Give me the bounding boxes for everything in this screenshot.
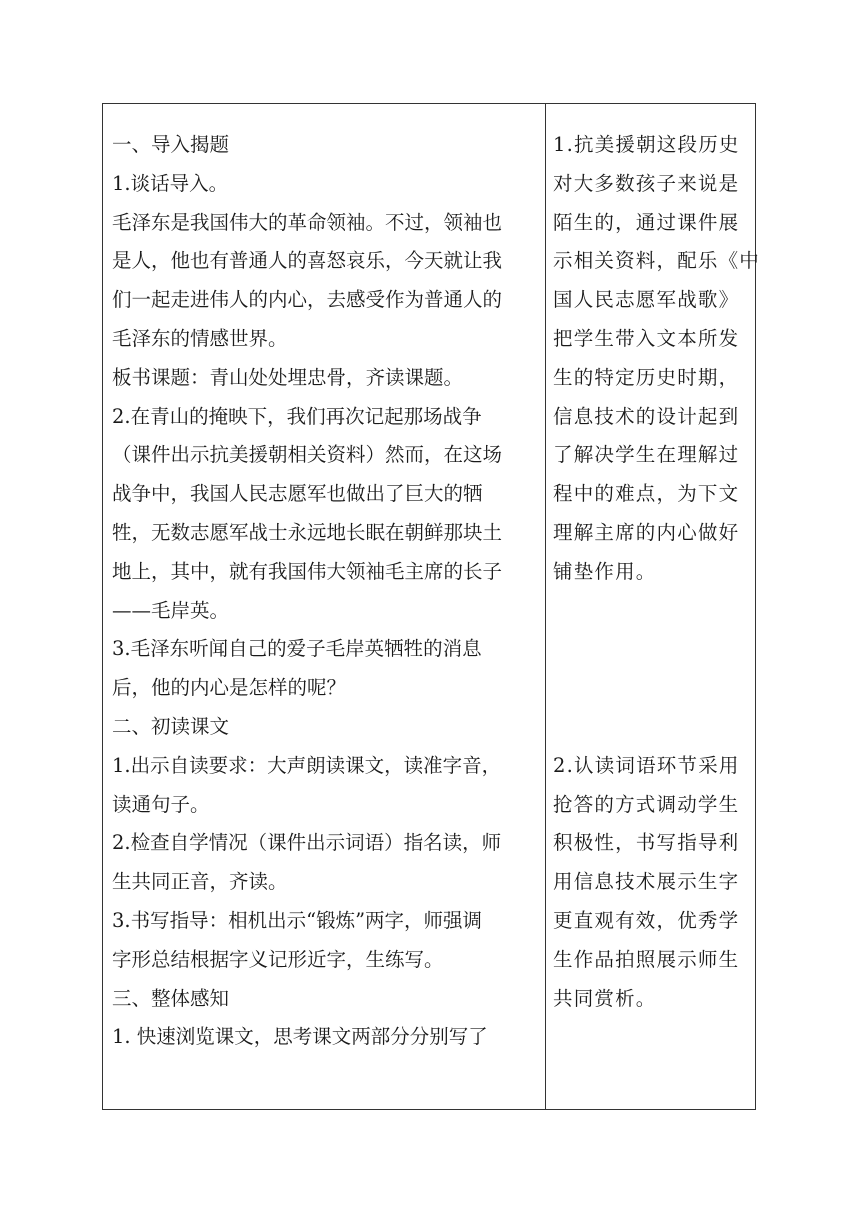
text-line: 字形总结根据字义记形近字，生练写。 xyxy=(112,947,444,971)
column-divider xyxy=(545,104,546,1109)
text-line: 3.书写指导：相机出示“锻炼”两字，师强调 xyxy=(112,908,483,932)
note-line: 理解主席的内心做好 xyxy=(553,520,740,544)
note-line: 2.认读词语环节采用 xyxy=(553,753,740,777)
text-line: 生共同正音，齐读。 xyxy=(112,870,288,894)
text-line: 是人，他也有普通人的喜怒哀乐，今天就让我 xyxy=(112,249,503,273)
blank-line xyxy=(553,630,751,669)
note-line: 信息技术的设计起到 xyxy=(553,404,740,428)
text-line: 读通句子。 xyxy=(112,792,210,816)
text-line: 2.检查自学情况（课件出示词语）指名读，师 xyxy=(112,831,502,855)
text-line: 后，他的内心是怎样的呢？ xyxy=(112,676,347,700)
text-line: 们一起走进伟人的内心，去感受作为普通人的 xyxy=(112,288,503,312)
section-heading: 二、初读课文 xyxy=(112,714,230,738)
note-line: 抢答的方式调动学生 xyxy=(553,792,740,816)
note-line: 把学生带入文本所发 xyxy=(553,326,740,350)
note-line: 生的特定历史时期， xyxy=(553,365,740,389)
design-intent-column xyxy=(553,126,761,1018)
section-heading: 三、整体感知 xyxy=(112,986,230,1010)
lesson-plan-table xyxy=(102,103,761,1110)
text-line: 毛泽东是我国伟大的革命领袖。不过，领袖也 xyxy=(112,210,503,234)
note-line: 程中的难点，为下文 xyxy=(553,482,740,506)
text-line: ——毛岸英。 xyxy=(112,598,230,622)
note-line: 更直观有效，优秀学 xyxy=(553,908,740,932)
text-line: 3.毛泽东听闻自己的爱子毛岸英牺牲的消息 xyxy=(112,637,482,661)
blank-line xyxy=(553,592,751,631)
note-line: 对大多数孩子来说是 xyxy=(553,171,740,195)
note-line: 示相关资料，配乐《中 xyxy=(553,249,761,273)
text-line: 毛泽东的情感世界。 xyxy=(112,326,288,350)
text-line: 板书课题：青山处处埋忠骨，齐读课题。 xyxy=(112,365,464,389)
text-line: 1.出示自读要求：大声朗读课文，读准字音， xyxy=(112,753,502,777)
text-line: 1. 快速浏览课文，思考课文两部分分别写了 xyxy=(112,1025,488,1049)
note-line: 铺垫作用。 xyxy=(553,559,657,583)
text-line: （课件出示抗美援朝相关资料）然而，在这场 xyxy=(112,443,503,467)
teaching-process-column xyxy=(112,126,540,1057)
text-line: 地上，其中，就有我国伟大领袖毛主席的长子 xyxy=(112,559,503,583)
note-line: 用信息技术展示生字 xyxy=(553,870,740,894)
text-line: 2.在青山的掩映下，我们再次记起那场战争 xyxy=(112,404,482,428)
note-line: 了解决学生在理解过 xyxy=(553,443,740,467)
text-line: 战争中，我国人民志愿军也做出了巨大的牺 xyxy=(112,482,483,506)
note-line: 陌生的，通过课件展 xyxy=(553,210,740,234)
section-heading: 一、导入揭题 xyxy=(112,133,230,156)
note-line: 共同赏析。 xyxy=(553,986,657,1010)
text-line: 1.谈话导入。 xyxy=(112,171,229,195)
note-line: 1.抗美援朝这段历史 xyxy=(553,133,740,156)
note-line: 积极性，书写指导利 xyxy=(553,831,740,855)
note-line: 国人民志愿军战歌》 xyxy=(553,288,740,312)
blank-line xyxy=(553,669,751,708)
note-line: 生作品拍照展示师生 xyxy=(553,947,740,971)
text-line: 牲，无数志愿军战士永远地长眠在朝鲜那块土 xyxy=(112,520,503,544)
blank-line xyxy=(553,708,751,747)
